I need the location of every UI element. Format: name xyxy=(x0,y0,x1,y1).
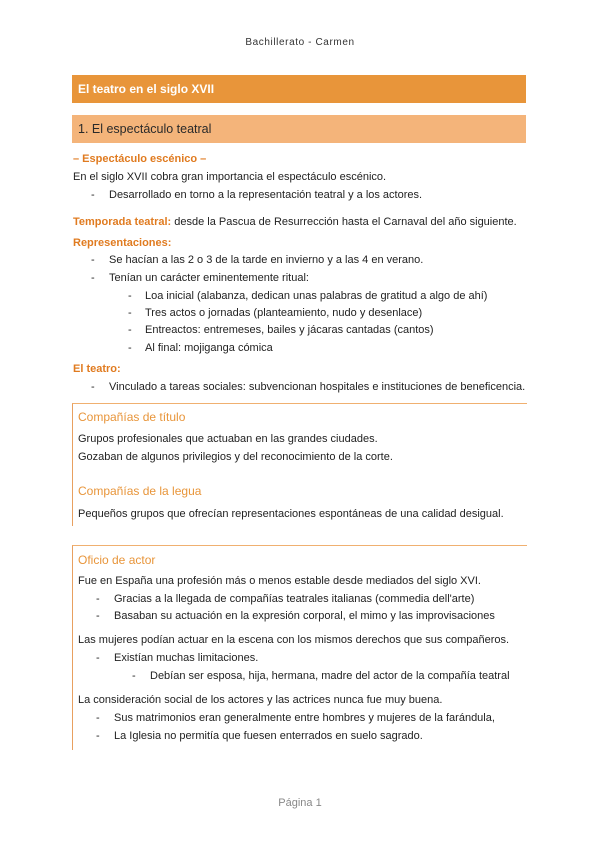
oficio-paragraph-2: Las mujeres podían actuar en la escena con los mismos derechos que sus compañeros. xyxy=(78,634,510,646)
representaciones-label: Representaciones: xyxy=(73,237,172,249)
representaciones-sub-2: Tres actos o jornadas (planteamiento, nudo y desenlace) xyxy=(145,307,423,319)
oficio-p1-bullet-2: Basaban su actuación en la expresión corporal, el mimo y las improvisaciones xyxy=(114,610,495,622)
oficio-p2-sub-1: Debían ser esposa, hija, hermana, madre del actor de la compañía teatral xyxy=(150,670,510,682)
section-heading: 1. El espectáculo teatral xyxy=(78,122,212,136)
representaciones-bullet-2: Tenían un carácter eminentemente ritual: xyxy=(109,272,309,284)
espectaculo-heading: – Espectáculo escénico – xyxy=(73,153,207,165)
oficio-paragraph-3: La consideración social de los actores y las actrices nunca fue muy buena. xyxy=(78,694,443,706)
page-number: Página 1 xyxy=(278,797,322,809)
companias-titulo-line-2: Gozaban de algunos privilegios y del reconocimiento de la corte. xyxy=(78,451,393,463)
oficio-p3-bullet-2: La Iglesia no permitía que fuesen enterrados en suelo sagrado. xyxy=(114,730,423,742)
oficio-paragraph-1: Fue en España una profesión más o menos estable desde mediados del siglo XVI. xyxy=(78,575,481,587)
companias-titulo-heading: Compañías de título xyxy=(78,410,186,424)
bullet-dash: - xyxy=(96,712,100,724)
companias-titulo-line-1: Grupos profesionales que actuaban en las grandes ciudades. xyxy=(78,433,378,445)
sub-bullet-dash: - xyxy=(128,290,132,302)
teatro-label: El teatro: xyxy=(73,363,121,375)
sub-bullet-dash: - xyxy=(128,342,132,354)
espectaculo-intro: En el siglo XVII cobra gran importancia el espectáculo escénico. xyxy=(73,171,387,183)
bullet-dash: - xyxy=(96,593,100,605)
bullet-dash: - xyxy=(91,254,95,266)
oficio-p3-bullet-1: Sus matrimonios eran generalmente entre hombres y mujeres de la farándula, xyxy=(114,712,495,724)
companias-legua-heading: Compañías de la legua xyxy=(78,484,202,498)
sub-bullet-dash: - xyxy=(128,307,132,319)
bullet-dash: - xyxy=(96,610,100,622)
temporada-label: Temporada teatral: xyxy=(73,216,172,228)
sub-bullet-dash: - xyxy=(132,670,136,682)
page-header: Bachillerato - Carmen xyxy=(245,37,355,48)
representaciones-sub-1: Loa inicial (alabanza, dedican unas palabras de gratitud a algo de ahí) xyxy=(145,290,488,302)
bullet-dash: - xyxy=(96,730,100,742)
document-title-bar xyxy=(72,75,526,103)
oficio-heading: Oficio de actor xyxy=(78,553,156,567)
representaciones-bullet-1: Se hacían a las 2 o 3 de la tarde en invierno y a las 4 en verano. xyxy=(109,254,424,266)
temporada-text: desde la Pascua de Resurrección hasta el Carnaval del año siguiente. xyxy=(171,216,517,228)
bullet-dash: - xyxy=(91,272,95,284)
sub-bullet-dash: - xyxy=(128,324,132,336)
section-heading-bar xyxy=(72,115,526,143)
teatro-bullet: Vinculado a tareas sociales: subvencionan hospitales e instituciones de beneficencia. xyxy=(109,381,526,393)
temporada-line xyxy=(73,215,517,229)
companias-legua-line-1: Pequeños grupos que ofrecían representaciones espontáneas de una calidad desigual. xyxy=(78,508,504,520)
bullet-dash: - xyxy=(96,652,100,664)
document-title: El teatro en el siglo XVII xyxy=(78,82,215,96)
representaciones-sub-4: Al final: mojiganga cómica xyxy=(145,342,273,354)
oficio-p1-bullet-1: Gracias a la llegada de compañías teatrales italianas (commedia dell'arte) xyxy=(114,593,475,605)
representaciones-sub-3: Entreactos: entremeses, bailes y jácaras cantadas (cantos) xyxy=(145,324,434,336)
espectaculo-bullet: Desarrollado en torno a la representación teatral y a los actores. xyxy=(109,189,423,201)
bullet-dash: - xyxy=(91,189,95,201)
bullet-dash: - xyxy=(91,381,95,393)
oficio-p2-bullet-1: Existían muchas limitaciones. xyxy=(114,652,259,664)
